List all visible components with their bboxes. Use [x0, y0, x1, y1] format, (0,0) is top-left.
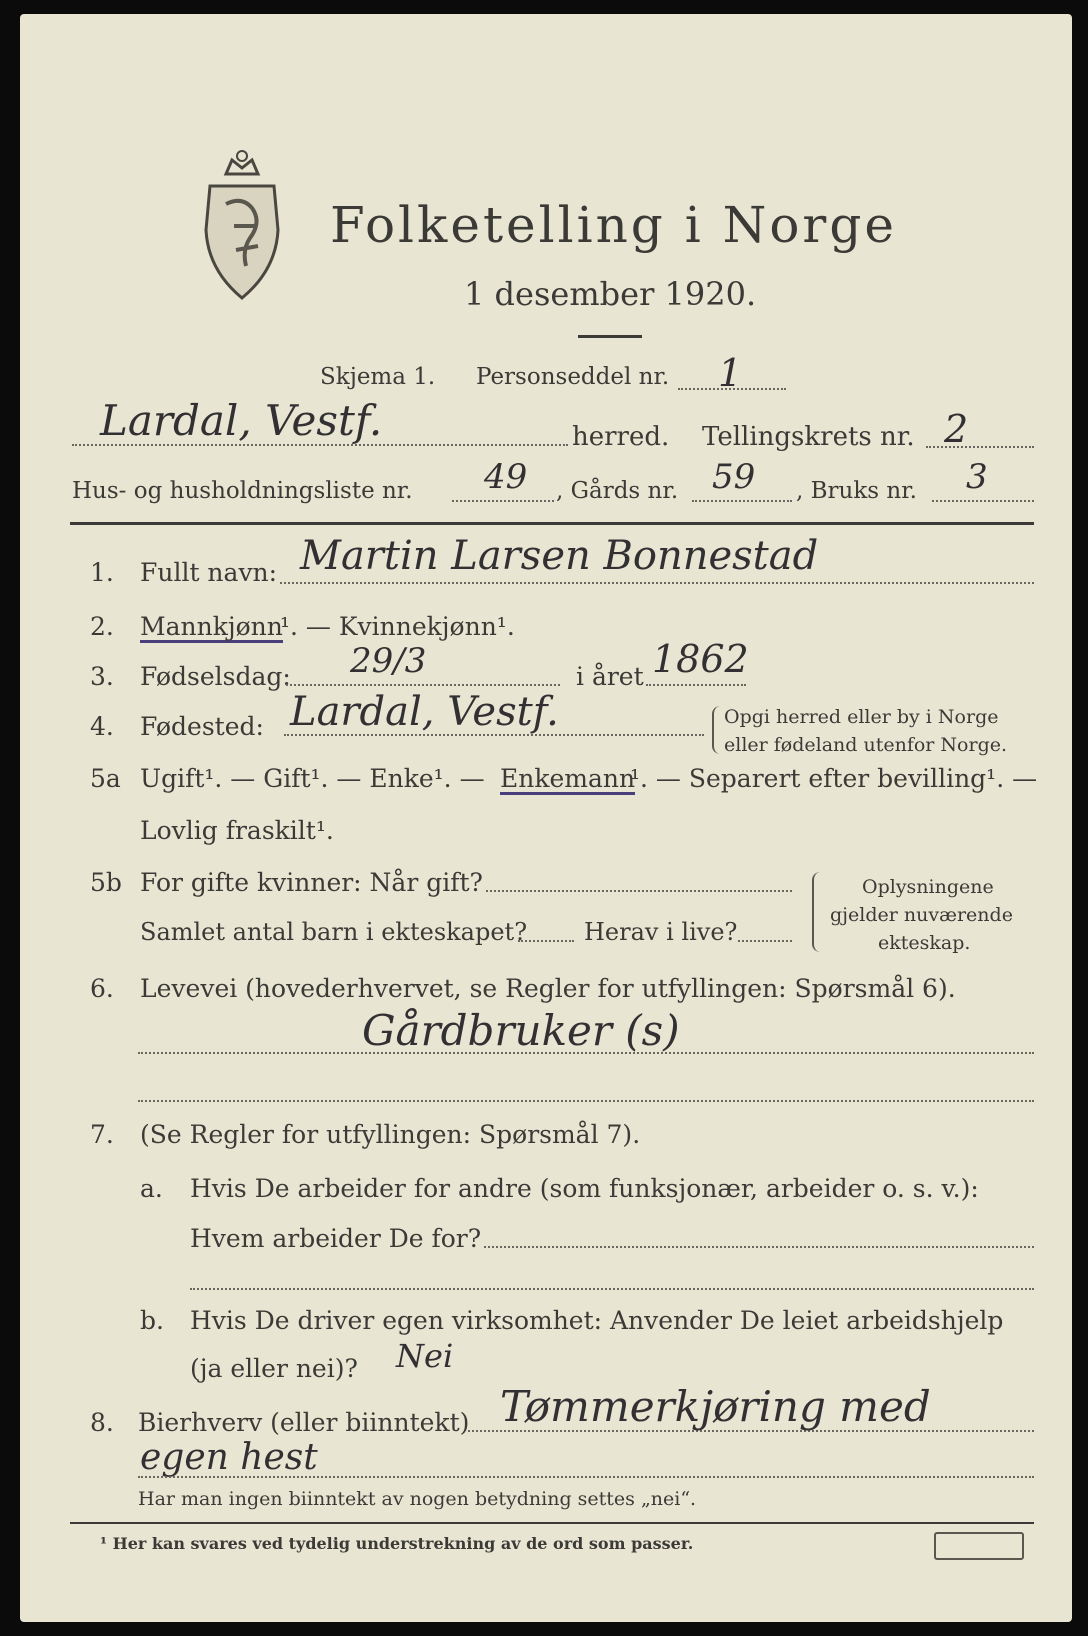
q5a-enkemann-option: Enkemann	[500, 764, 636, 793]
q5b-when-line	[486, 890, 792, 892]
title-divider	[578, 335, 642, 338]
bruks-value: 3	[966, 457, 988, 497]
tellingskrets-line	[926, 446, 1034, 448]
herred-line	[72, 444, 568, 446]
q5b-children-line	[518, 940, 574, 942]
q5a-options-part1: Ugift¹. — Gift¹. — Enke¹. —	[140, 764, 485, 793]
bruks-label: , Bruks nr.	[796, 478, 917, 504]
q8-value-line2: egen hest	[140, 1437, 318, 1478]
herred-label: herred.	[572, 422, 670, 452]
q6-line1	[138, 1052, 1034, 1054]
q6-value: Gårdbruker (s)	[362, 1006, 680, 1055]
q7a-employer-label: Hvem arbeider De for?	[190, 1224, 482, 1253]
q5a-line2: Lovlig fraskilt¹.	[140, 816, 334, 845]
q7b-yesno-label: (ja eller nei)?	[190, 1354, 358, 1383]
tellingskrets-label: Tellingskrets nr.	[702, 422, 915, 452]
q7-number: 7.	[90, 1120, 114, 1149]
q3-number: 3.	[90, 662, 114, 691]
hus-value: 49	[484, 457, 528, 497]
q4-value: Lardal, Vestf.	[290, 689, 559, 735]
q8-note: Har man ingen biinntekt av nogen betydning settes „nei“.	[138, 1488, 697, 1510]
printer-stamp	[934, 1532, 1024, 1560]
q4-number: 4.	[90, 712, 114, 741]
q8-line2	[138, 1476, 1034, 1478]
q5b-note-line1: Oplysningene	[862, 876, 994, 898]
q5b-note-line2: gjelder nuværende	[830, 904, 1013, 926]
q2-number: 2.	[90, 612, 114, 641]
gards-line	[692, 500, 792, 502]
q6-label: Levevei (hovederhvervet, se Regler for utfyllingen: Spørsmål 6).	[140, 974, 956, 1003]
q7a-letter: a.	[140, 1174, 163, 1203]
page-title: Folketelling i Norge	[330, 196, 897, 254]
footer-rule	[70, 1522, 1034, 1524]
q5b-note-line3: ekteskap.	[878, 932, 971, 954]
q6-number: 6.	[90, 974, 114, 1003]
q8-label: Bierhverv (eller biinntekt)	[138, 1408, 470, 1437]
q3-value: 29/3	[350, 641, 427, 681]
q5b-number: 5b	[90, 868, 122, 897]
gards-label: , Gårds nr.	[556, 478, 679, 504]
q3-year-value: 1862	[652, 637, 749, 681]
q1-label: Fullt navn:	[140, 558, 278, 587]
q4-note-line2: eller fødeland utenfor Norge.	[724, 734, 1008, 756]
q7a-label: Hvis De arbeider for andre (som funksjonær, arbeider o. s. v.):	[190, 1174, 979, 1203]
herred-value: Lardal, Vestf.	[100, 396, 383, 445]
census-date: 1 desember 1920.	[464, 275, 757, 313]
q5a-number: 5a	[90, 764, 121, 793]
bruks-line	[932, 500, 1034, 502]
q6-line2	[138, 1100, 1034, 1102]
q1-number: 1.	[90, 558, 114, 587]
q1-line	[280, 582, 1034, 584]
q7b-label: Hvis De driver egen virksomhet: Anvender De leiet arbeidshjelp	[190, 1306, 1004, 1335]
q5b-children-label: Samlet antal barn i ekteskapet?	[140, 918, 528, 946]
gards-value: 59	[712, 457, 756, 497]
q4-note-brace	[712, 706, 720, 754]
skjema-label: Skjema 1.	[320, 364, 436, 390]
q8-value-line1: Tømmerkjøring med	[500, 1382, 931, 1431]
personseddel-value: 1	[718, 351, 743, 395]
q5b-when-married: For gifte kvinner: Når gift?	[140, 868, 483, 897]
q1-value: Martin Larsen Bonnestad	[300, 533, 819, 579]
q7-label: (Se Regler for utfyllingen: Spørsmål 7).	[140, 1120, 641, 1149]
hus-line	[452, 500, 554, 502]
q5b-alive-label: Herav i live?	[584, 918, 738, 946]
q3-line	[286, 684, 560, 686]
personseddel-label: Personseddel nr.	[476, 364, 670, 390]
q4-note-line1: Opgi herred eller by i Norge	[724, 706, 999, 728]
q5a-options-part2: ¹. — Separert efter bevilling¹. —	[630, 764, 1038, 793]
q4-label: Fødested:	[140, 712, 264, 741]
q5b-note-brace	[812, 872, 822, 952]
tellingskrets-value: 2	[944, 407, 969, 451]
footnote: ¹ Her kan svares ved tydelig understrekning av de ord som passer.	[100, 1534, 694, 1553]
header-rule	[70, 522, 1034, 525]
hus-label: Hus- og husholdningsliste nr.	[72, 478, 413, 504]
q2-rest: ¹. — Kvinnekjønn¹.	[280, 612, 515, 641]
q7b-value: Nei	[396, 1337, 454, 1375]
q3-year-line	[646, 684, 746, 686]
q8-number: 8.	[90, 1408, 114, 1437]
q7b-letter: b.	[140, 1306, 164, 1335]
q2-male-option: Mannkjønn	[140, 612, 283, 641]
q7a-employer-line	[484, 1246, 1034, 1248]
q3-label: Fødselsdag:	[140, 662, 291, 691]
q7a-employer-line2	[190, 1288, 1034, 1290]
q5b-alive-line	[738, 940, 792, 942]
coat-of-arms-icon	[196, 146, 288, 306]
q3-year-label: i året	[576, 662, 644, 691]
